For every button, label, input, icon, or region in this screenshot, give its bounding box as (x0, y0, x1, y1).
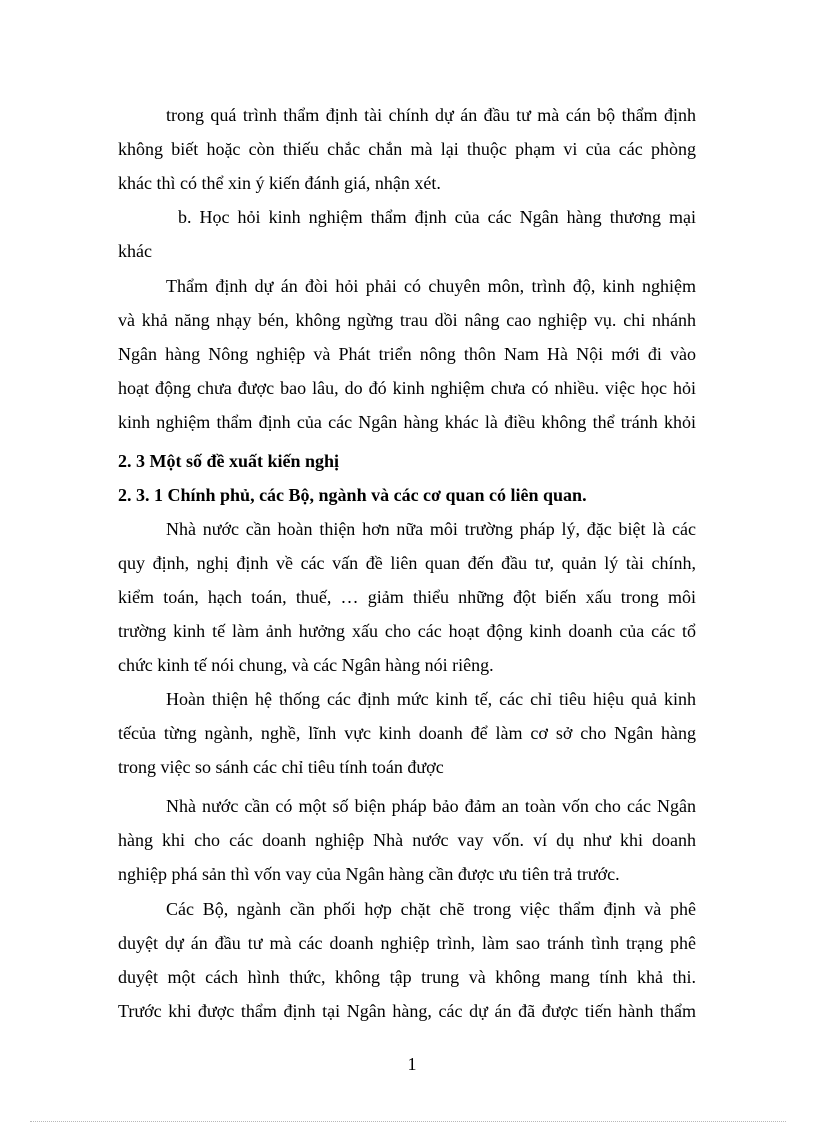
body-line: Ngân hàng Nông nghiệp và Phát triển nông thôn Nam Hà Nội mới đi vào (118, 344, 696, 364)
body-line: tếcủa từng ngành, nghề, lĩnh vực kinh doanh để làm cơ sở cho Ngân hàng (118, 723, 696, 743)
body-line: quy định, nghị định về các vấn đề liên quan đến đầu tư, quản lý tài chính, (118, 553, 696, 573)
page-bottom-divider (30, 1121, 786, 1122)
body-line: Các Bộ, ngành cần phối hợp chặt chẽ trong việc thẩm định và phê (166, 899, 696, 919)
subsection-heading: b. Học hỏi kinh nghiệm thẩm định của các Ngân hàng thương mại (178, 207, 696, 227)
section-subheading: 2. 3. 1 Chính phủ, các Bộ, ngành và các cơ quan có liên quan. (118, 485, 587, 505)
body-line: trong việc so sánh các chỉ tiêu tính toán được (118, 757, 444, 777)
body-line: nghiệp phá sản thì vốn vay của Ngân hàng cần được ưu tiên trả trước. (118, 864, 620, 884)
body-line: duyệt một cách hình thức, không tập trung và không mang tính khả thi. (118, 967, 696, 987)
subsection-heading: khác (118, 241, 152, 261)
body-line: khác thì có thể xin ý kiến đánh giá, nhận xét. (118, 173, 441, 193)
body-line: không biết hoặc còn thiếu chắc chắn mà lại thuộc phạm vi của các phòng (118, 139, 696, 159)
body-line: và khả năng nhạy bén, không ngừng trau dồi nâng cao nghiệp vụ. chi nhánh (118, 310, 696, 330)
body-line: Trước khi được thẩm định tại Ngân hàng, các dự án đã được tiến hành thẩm (118, 1001, 696, 1021)
body-line: Hoàn thiện hệ thống các định mức kinh tế, các chỉ tiêu hiệu quả kinh (166, 689, 696, 709)
section-heading: 2. 3 Một số đề xuất kiến nghị (118, 451, 340, 471)
body-line: trong quá trình thẩm định tài chính dự án đầu tư mà cán bộ thẩm định (166, 105, 696, 125)
body-line: hàng khi cho các doanh nghiệp Nhà nước vay vốn. ví dụ như khi doanh (118, 830, 696, 850)
body-line: kiểm toán, hạch toán, thuế, … giảm thiểu những đột biến xấu trong môi (118, 587, 696, 607)
body-line: Nhà nước cần hoàn thiện hơn nữa môi trường pháp lý, đặc biệt là các (166, 519, 696, 539)
body-line: kinh nghiệm thẩm định của các Ngân hàng khác là điều không thể tránh khỏi (118, 412, 696, 432)
body-line: duyệt dự án đầu tư mà các doanh nghiệp trình, làm sao tránh tình trạng phê (118, 933, 696, 953)
body-line: hoạt động chưa được bao lâu, do đó kinh nghiệm chưa có nhiều. việc học hỏi (118, 378, 696, 398)
page-number: 1 (407, 1054, 417, 1074)
body-line: Thẩm định dự án đòi hỏi phải có chuyên môn, trình độ, kinh nghiệm (166, 276, 696, 296)
body-line: trường kinh tế làm ảnh hưởng xấu cho các hoạt động kinh doanh của các tổ (118, 621, 696, 641)
body-line: Nhà nước cần có một số biện pháp bảo đảm an toàn vốn cho các Ngân (166, 796, 696, 816)
body-line: chức kinh tế nói chung, và các Ngân hàng nói riêng. (118, 655, 494, 675)
